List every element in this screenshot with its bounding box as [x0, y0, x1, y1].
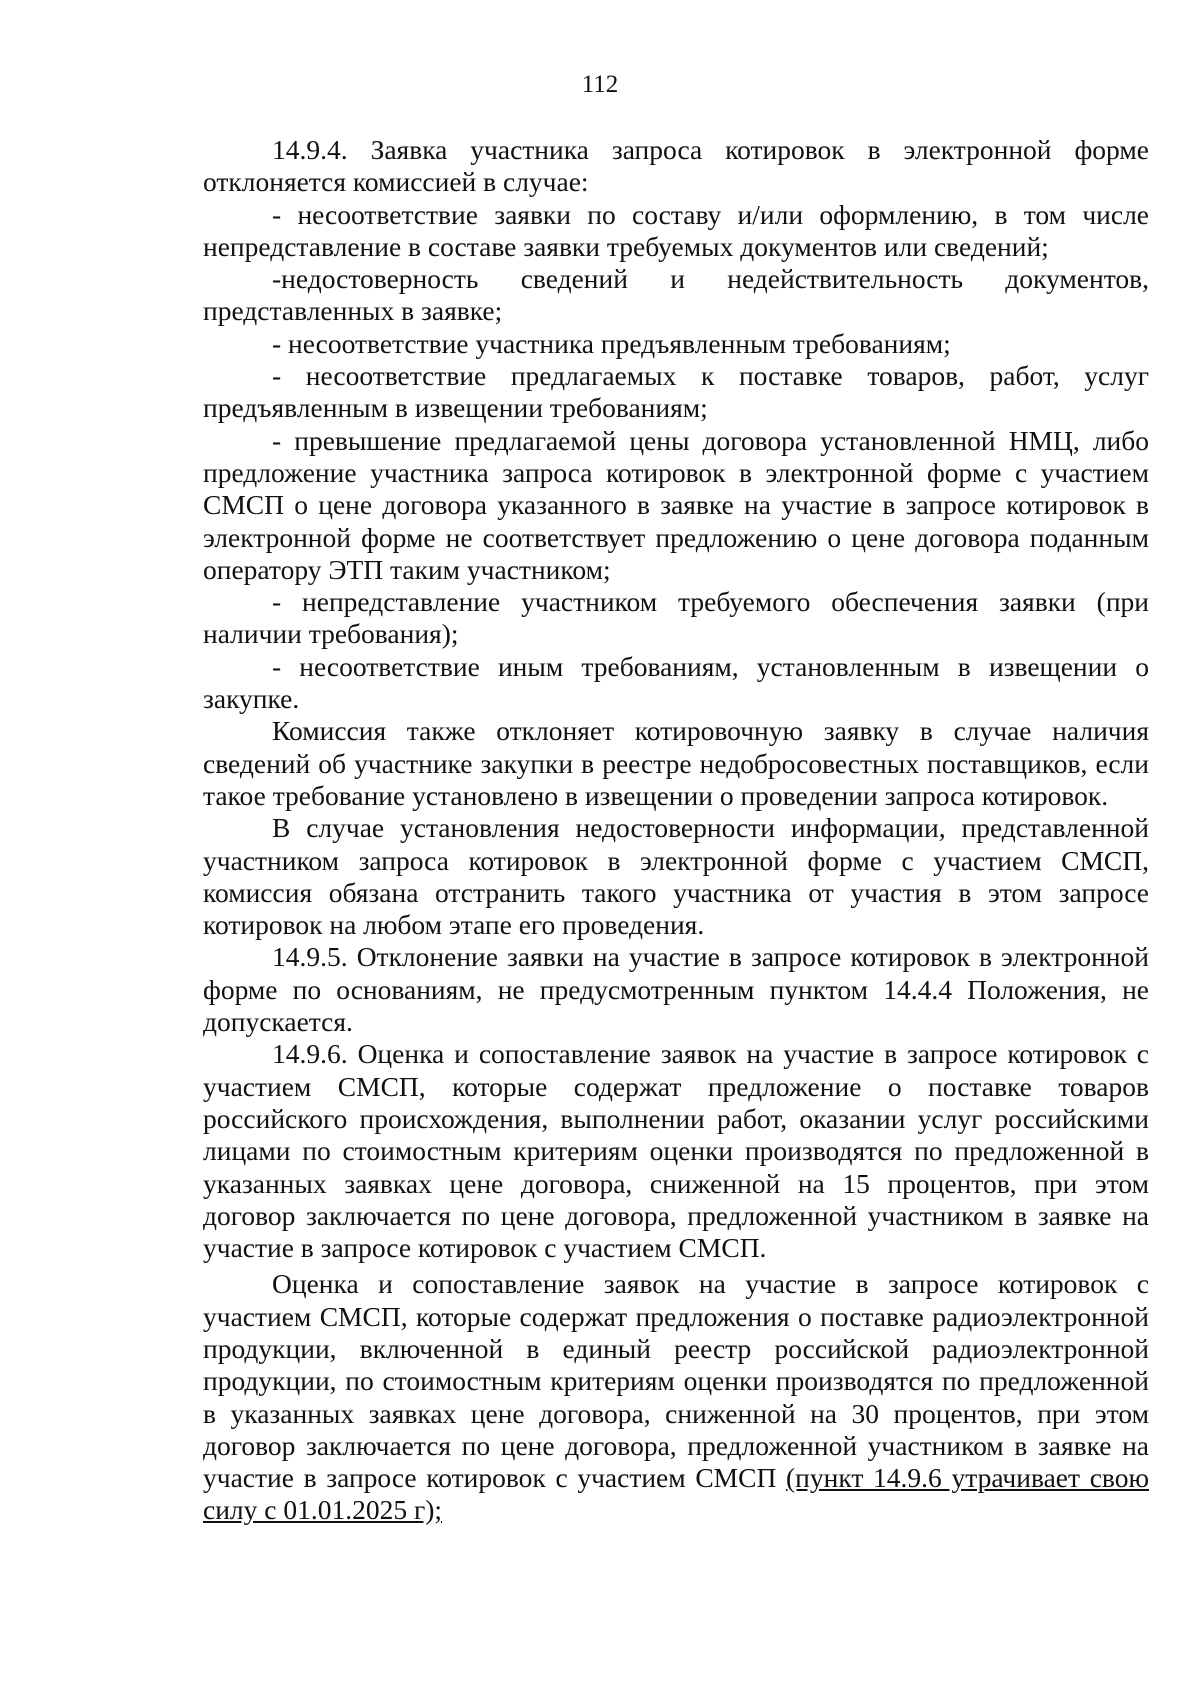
paragraph-14-9-4: 14.9.4. Заявка участника запроса котировок в электронной форме отклоняется комиссией в случае: — [203, 134, 1149, 198]
expiry-note: (пункт 14.9.6 утрачивает свою силу с 01.01.2025 г); — [203, 1462, 1149, 1526]
document-body — [203, 134, 1149, 1527]
list-item-goods-mismatch: - несоответствие предлагаемых к поставке товаров, работ, услуг предъявленным в извещении требованиям; — [203, 360, 1149, 424]
list-item-unreliable-data: -недостоверность сведений и недействительность документов, представленных в заявке; — [203, 263, 1149, 327]
paragraph-radioelectronic — [203, 1268, 1149, 1526]
list-item-participant-mismatch: - несоответствие участника предъявленным требованиям; — [272, 327, 951, 359]
paragraph-radioelectronic-text: Оценка и сопоставление заявок на участие в запросе котировок с участием СМСП, которые содержат предложения о поставке радиоэлектронной продукции, включенной в единый реестр российской радиоэлектронной продукции, по стоимостным критериям оценки производятся по предложенной в указанных заявках цене договора, сниженной на 30 процентов, при этом договор заключается по цене договора, предложенной участником в заявке на участие в запросе котировок с участием СМСП — [203, 1268, 1149, 1494]
paragraph-unfair-suppliers: Комиссия также отклоняет котировочную заявку в случае наличия сведений об участнике закупки в реестре недобросовестных поставщиков, если такое требование установлено в извещении о проведении запроса котировок. — [203, 715, 1149, 811]
list-item-other-requirements: - несоответствие иным требованиям, установленным в извещении о закупке. — [203, 650, 1149, 715]
paragraph-14-9-5: 14.9.5. Отклонение заявки на участие в запросе котировок в электронной форме по основаниям, не предусмотренным пунктом 14.4.4 Положения, не допускается. — [203, 941, 1149, 1038]
paragraph-information-unreliability: В случае установления недостоверности информации, представленной участником запроса котировок в электронной форме с участием СМСП, комиссия обязана отстранить такого участника от участия в этом запросе котировок на любом этапе его проведения. — [203, 812, 1149, 941]
list-item-composition-mismatch: - несоответствие заявки по составу и/или оформлению, в том числе непредставление в составе заявки требуемых документов или сведений; — [203, 198, 1149, 262]
paragraph-14-9-6: 14.9.6. Оценка и сопоставление заявок на участие в запросе котировок с участием СМСП, которые содержат предложение о поставке товаров российского происхождения, выполнении работ, оказании услуг российскими лицами по стоимостным критериям оценки производятся по предложенной в указанных заявках цене договора, сниженной на 15 процентов, при этом договор заключается по цене договора, предложенной участником в заявке на участие в запросе котировок с участием СМСП. — [203, 1038, 1149, 1264]
list-item-security-missing: - непредставление участником требуемого обеспечения заявки (при наличии требования); — [203, 586, 1149, 650]
page-number: 112 — [581, 71, 619, 98]
list-item-price-excess: - превышение предлагаемой цены договора установленной НМЦ, либо предложение участника запроса котировок в электронной форме с участием СМСП о цене договора указанного в заявке на участие в запросе котировок в электронной форме не соответствует предложению о цене договора поданным оператору ЭТП таким участником; — [203, 424, 1149, 585]
